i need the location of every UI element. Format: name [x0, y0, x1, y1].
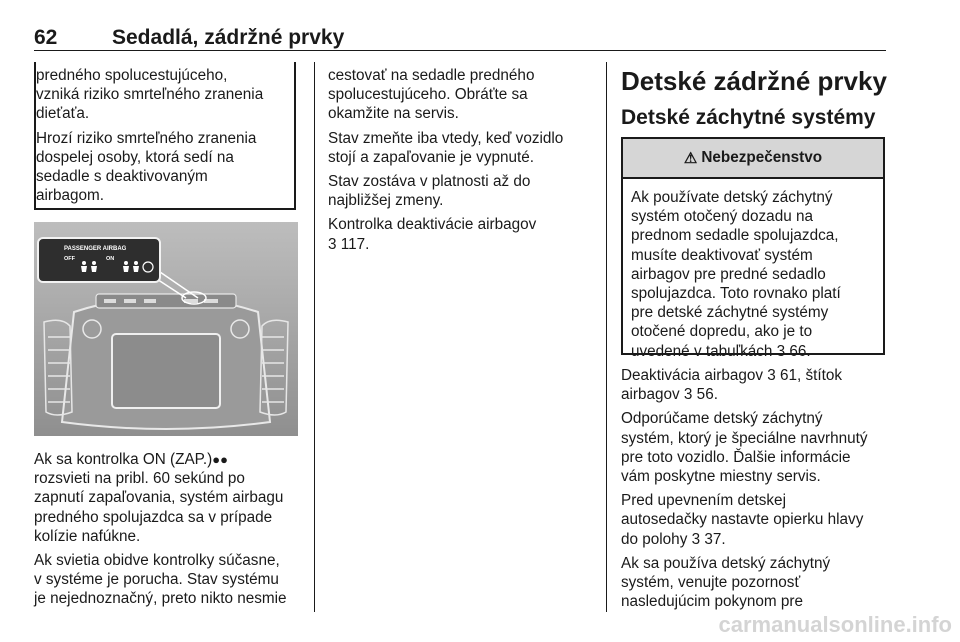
paragraph: Ak sa kontrolka ON (ZAP.)●● rozsvieti na pribl. 60 sekúnd po zapnutí zapaľovania, systém airbagu predného spolujazdca sa v prípade kolízie nafúkne.: [34, 451, 284, 545]
danger-header: [623, 139, 883, 179]
page-reference-link[interactable]: 3 117.: [328, 235, 370, 253]
header-rule: [34, 50, 886, 51]
column-divider: [314, 62, 315, 612]
paragraph: cestovať na sedadle predného spolucestujúceho. Obráťte sa okamžite na servis.: [328, 67, 535, 123]
danger-box: [621, 137, 885, 360]
figure-label-on: ON: [106, 256, 115, 262]
figure-label-off: OFF: [64, 256, 75, 262]
page-number: 62: [34, 26, 58, 49]
paragraph: Kontrolka deaktivácie airbagov 3 117.: [328, 216, 537, 253]
warning-paragraph: Hrozí riziko smrteľného zranenia dospelej osoby, ktorá sedí na sedadle s deaktivovaným airbagom.: [36, 129, 257, 205]
section-heading: Detské zádržné prvky: [621, 66, 887, 96]
danger-text: Ak používate detský záchytný systém otočený dozadu na prednom sedadle spolujazdca, musíte deaktivovať systém airbagov pre predné sedadlo spolujazdca. Toto rovnako platí pre detské záchytné systémy otočené dopredu, ako je to uvedené v tabuľkách 3 66.: [631, 189, 841, 360]
paragraph: Ak sa používa detský záchytný systém, venujte pozornosť nasledujúcim pokynom pre: [621, 554, 831, 611]
passenger-airbag-icon: ●●: [212, 452, 228, 467]
watermark: carmanualsonline.info: [718, 612, 952, 637]
paragraph: Stav zostáva v platnosti až do najbližšej zmeny.: [328, 173, 531, 210]
col1-text: [34, 450, 304, 614]
section-title: Sedadlá, zádržné prvky: [112, 26, 345, 49]
danger-title: Nebezpečenstvo: [701, 149, 823, 166]
col2-text: [328, 66, 600, 259]
column-divider: [606, 62, 607, 612]
dashboard-airbag-indicator-figure: [34, 222, 298, 436]
warning-box-continued: [34, 62, 296, 210]
paragraph: Pred upevnením detskej autosedačky nastavte opierku hlavy do polohy 3 37.: [621, 492, 864, 548]
figure-label-title: PASSENGER AIRBAG: [64, 246, 127, 252]
paragraph: Deaktivácia airbagov 3 61, štítok airbagov 3 56.: [621, 367, 843, 404]
col3-text: [621, 366, 901, 616]
warning-triangle-icon: ⚠: [683, 150, 698, 167]
paragraph: Stav zmeňte iba vtedy, keď vozidlo stojí a zapaľovanie je vypnuté.: [328, 129, 564, 166]
page-header: [34, 26, 344, 50]
warning-paragraph: predného spolucestujúceho, vzniká riziko smrteľného zranenia dieťaťa.: [36, 67, 264, 123]
paragraph: Ak svietia obidve kontrolky súčasne, v systéme je porucha. Stav systému je nejednoznačný, preto nikto nesmie: [34, 552, 287, 608]
paragraph: Odporúčame detský záchytný systém, ktorý je špeciálne navrhnutý pre toto vozidlo. Ďalšie informácie vám poskytne miestny servis.: [621, 410, 868, 486]
subsection-heading: Detské záchytné systémy: [621, 106, 876, 129]
